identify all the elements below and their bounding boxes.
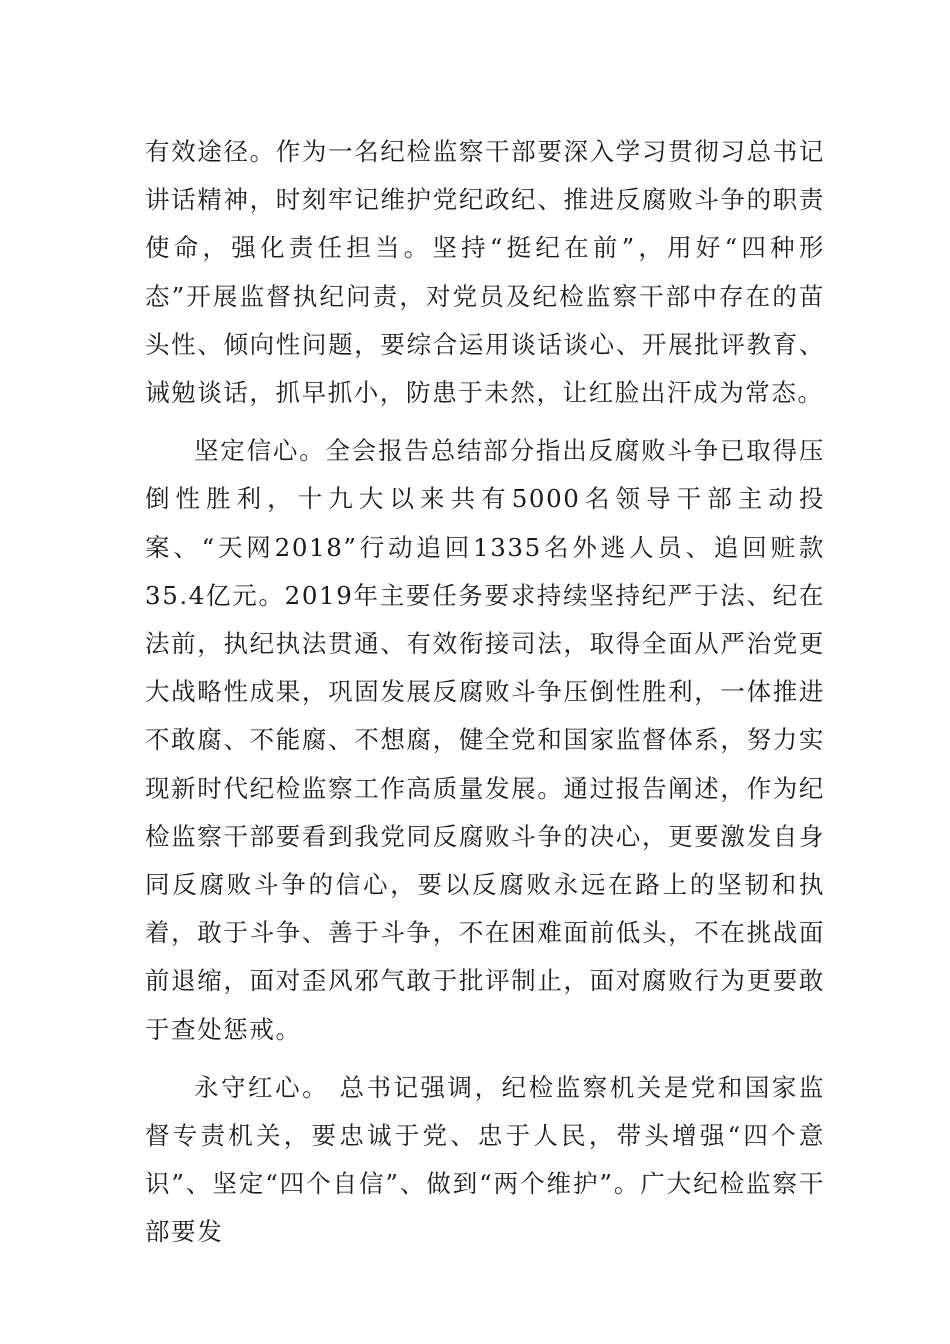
paragraph-3: 永守红心。 总书记强调，纪检监察机关是党和国家监督专责机关，要忠诚于党、忠于人民，带头增强“四个意识”、坚定“四个自信”、做到“两个维护”。广大纪检监察干部要发 bbox=[145, 1072, 825, 1247]
paragraph-1: 有效途径。作为一名纪检监察干部要深入学习贯彻习总书记讲话精神，时刻牢记维护党纪政纪、推进反腐败斗争的职责使命，强化责任担当。坚持“挺纪在前”，用好“四种形态”开展监督执纪问责，对党员及纪检监察干部中存在的苗头性、倾向性问题，要综合运用谈话谈心、开展批评教育、诫勉谈话，抓早抓小，防患于未然，让红脸出汗成为常态。 bbox=[145, 137, 825, 408]
document-body bbox=[145, 128, 825, 1257]
paragraph-2: 坚定信心。全会报告总结部分指出反腐败斗争已取得压倒性胜利，十九大以来共有5000名领导干部主动投案、“天网2018”行动追回1335名外逃人员、追回赃款35.4亿元。2019年主要任务要求持续坚持纪严于法、纪在法前，执纪执法贯通、有效衔接司法，取得全面从严治党更大战略性成果，巩固发展反腐败斗争压倒性胜利，一体推进不敢腐、不能腐、不想腐，健全党和国家监督体系，努力实现新时代纪检监察工作高质量发展。通过报告阐述，作为纪检监察干部要看到我党同反腐败斗争的决心，更要激发自身同反腐败斗争的信心，要以反腐败永远在路上的坚韧和执着，敢于斗争、善于斗争，不在困难面前低头，不在挑战面前退缩，面对歪风邪气敢于批评制止，面对腐败行为更要敢于查处惩戒。 bbox=[145, 436, 825, 1044]
